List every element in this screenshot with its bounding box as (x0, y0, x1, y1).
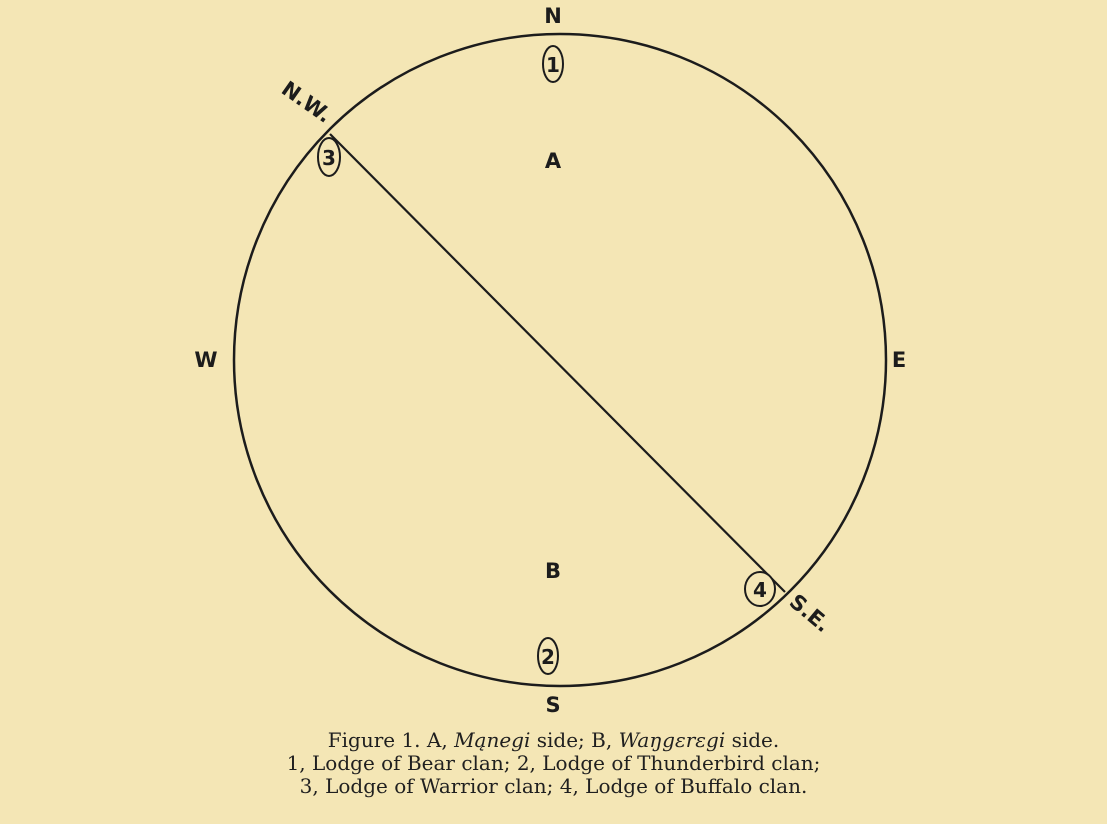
lodge-2-marker (538, 638, 558, 674)
caption-line-1-suffix: side. (725, 728, 780, 752)
southeast-label: S.E. (784, 589, 836, 638)
caption-line-1-mid: side; B, (530, 728, 619, 752)
caption-line-3: 3, Lodge of Warrior clan; 4, Lodge of Buffalo clan. (299, 774, 808, 798)
northwest-label: N.W. (277, 76, 336, 128)
east-label: E (891, 348, 907, 372)
caption-term-wangeregi: Waŋgɛrɛgi (618, 728, 726, 752)
west-label: W (194, 348, 218, 372)
caption-line-2: 1, Lodge of Bear clan; 2, Lodge of Thunderbird clan; (286, 751, 821, 775)
lodge-4-marker (745, 572, 775, 606)
caption-line-1 (0, 729, 1107, 752)
lodge-1-number: 1 (546, 53, 560, 77)
village-circle (234, 34, 886, 686)
side-b-label: B (544, 559, 562, 583)
figure-caption (0, 729, 1107, 798)
caption-term-manegi: Mąnegi (454, 728, 531, 752)
dividing-line (330, 134, 785, 592)
lodge-3-number: 3 (322, 146, 336, 170)
caption-line-1-prefix: Figure 1. A, (327, 728, 455, 752)
lodge-4-number: 4 (753, 578, 767, 602)
side-a-label: A (544, 149, 562, 173)
lodge-1-marker (543, 46, 563, 82)
lodge-3-marker (318, 138, 340, 176)
south-label: S (545, 693, 561, 717)
north-label: N (544, 4, 562, 28)
lodge-2-number: 2 (541, 645, 555, 669)
